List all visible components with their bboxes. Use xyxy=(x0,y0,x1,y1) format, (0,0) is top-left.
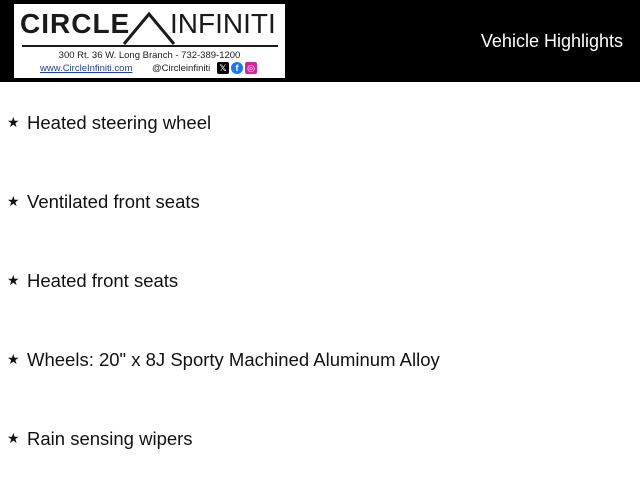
facebook-icon: f xyxy=(231,62,243,74)
star-icon: ★ xyxy=(7,114,20,130)
logo-divider xyxy=(22,45,278,47)
page-title: Vehicle Highlights xyxy=(480,31,623,51)
x-icon: 𝕏 xyxy=(217,62,229,74)
highlight-text: Heated front seats xyxy=(27,270,179,291)
logo-word-left: CIRCLE xyxy=(20,8,131,39)
logo-social-handle: @Circleinfiniti xyxy=(152,63,211,74)
highlight-text: Heated steering wheel xyxy=(27,112,212,133)
star-icon: ★ xyxy=(7,430,20,446)
list-item xyxy=(7,427,193,451)
logo-website-link[interactable]: www.CircleInfiniti.com xyxy=(40,63,133,74)
star-icon: ★ xyxy=(7,351,20,367)
list-item xyxy=(7,190,200,214)
logo-word-right: INFINITI xyxy=(170,8,276,39)
roof-icon xyxy=(122,10,176,46)
list-item xyxy=(7,348,440,372)
dealer-logo xyxy=(14,4,285,78)
list-item xyxy=(7,111,211,135)
highlight-text: Ventilated front seats xyxy=(27,191,200,212)
star-icon: ★ xyxy=(7,272,20,288)
highlight-text: Rain sensing wipers xyxy=(27,428,193,449)
highlight-text: Wheels: 20" x 8J Sporty Machined Aluminum Alloy xyxy=(27,349,440,370)
header-bar xyxy=(0,0,640,82)
list-item xyxy=(7,269,178,293)
instagram-icon: ◎ xyxy=(245,62,257,74)
logo-address: 300 Rt. 36 W. Long Branch - 732-389-1200 xyxy=(58,50,241,61)
star-icon: ★ xyxy=(7,193,20,209)
